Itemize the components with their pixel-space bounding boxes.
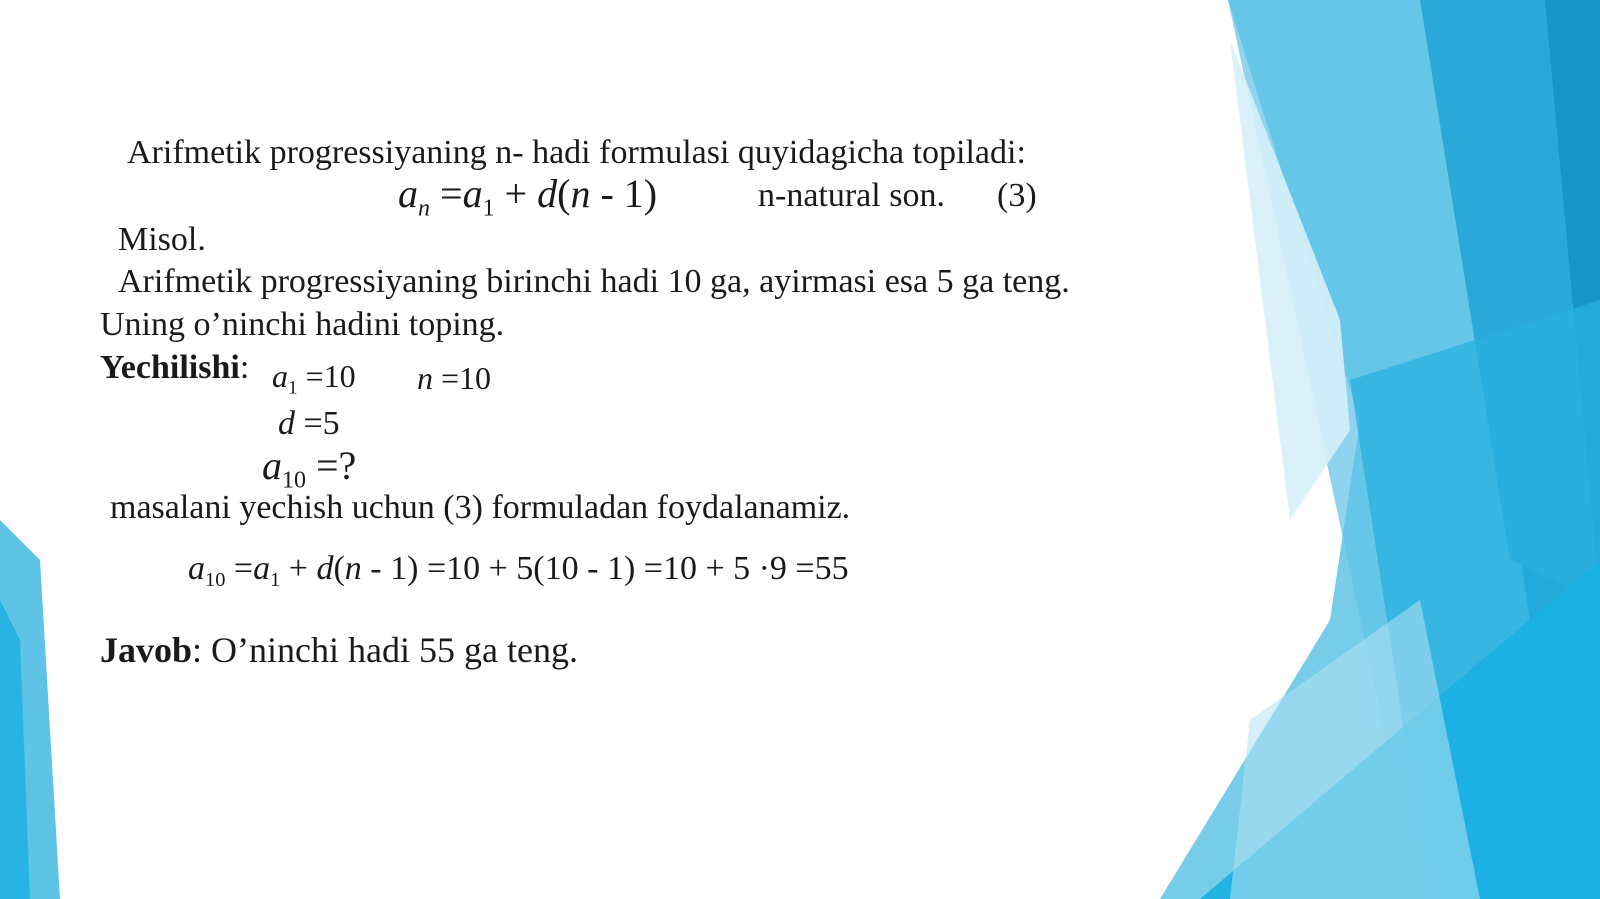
formula-number: (3) — [997, 177, 1037, 214]
formula-note: n-natural son. — [758, 177, 945, 214]
example-heading: Misol. — [118, 221, 206, 258]
intro-text: Arifmetik progressiyaning n- hadi formulasi quyidagicha topiladi: — [127, 134, 1026, 171]
nth-term-formula: $a_n =a_1 + d(n - 1)$ — [398, 171, 658, 222]
unknown-a10: $a_{10}$ =? — [262, 443, 357, 494]
problem-line-1: Arifmetik progressiyaning birinchi hadi 10 ga, ayirmasi esa 5 ga teng. — [118, 263, 1070, 300]
answer-line: Javob: O’ninchi hadi 55 ga teng. — [100, 630, 578, 670]
computation-formula: $a_{10} =a_1 + d(n - 1) =10 + 5(10 - 1) =10 + 5 \cdot 9 =55$ — [188, 550, 849, 592]
given-n: n =10 — [417, 360, 492, 396]
method-text: masalani yechish uchun (3) formuladan foydalanamiz. — [110, 489, 851, 526]
problem-line-2: Uning o’ninchi hadini toping. — [100, 306, 505, 343]
solution-label: Yechilishi: — [100, 349, 250, 386]
given-a1: $a_1 =10$ — [272, 358, 356, 399]
given-d: d =5 — [278, 405, 340, 442]
